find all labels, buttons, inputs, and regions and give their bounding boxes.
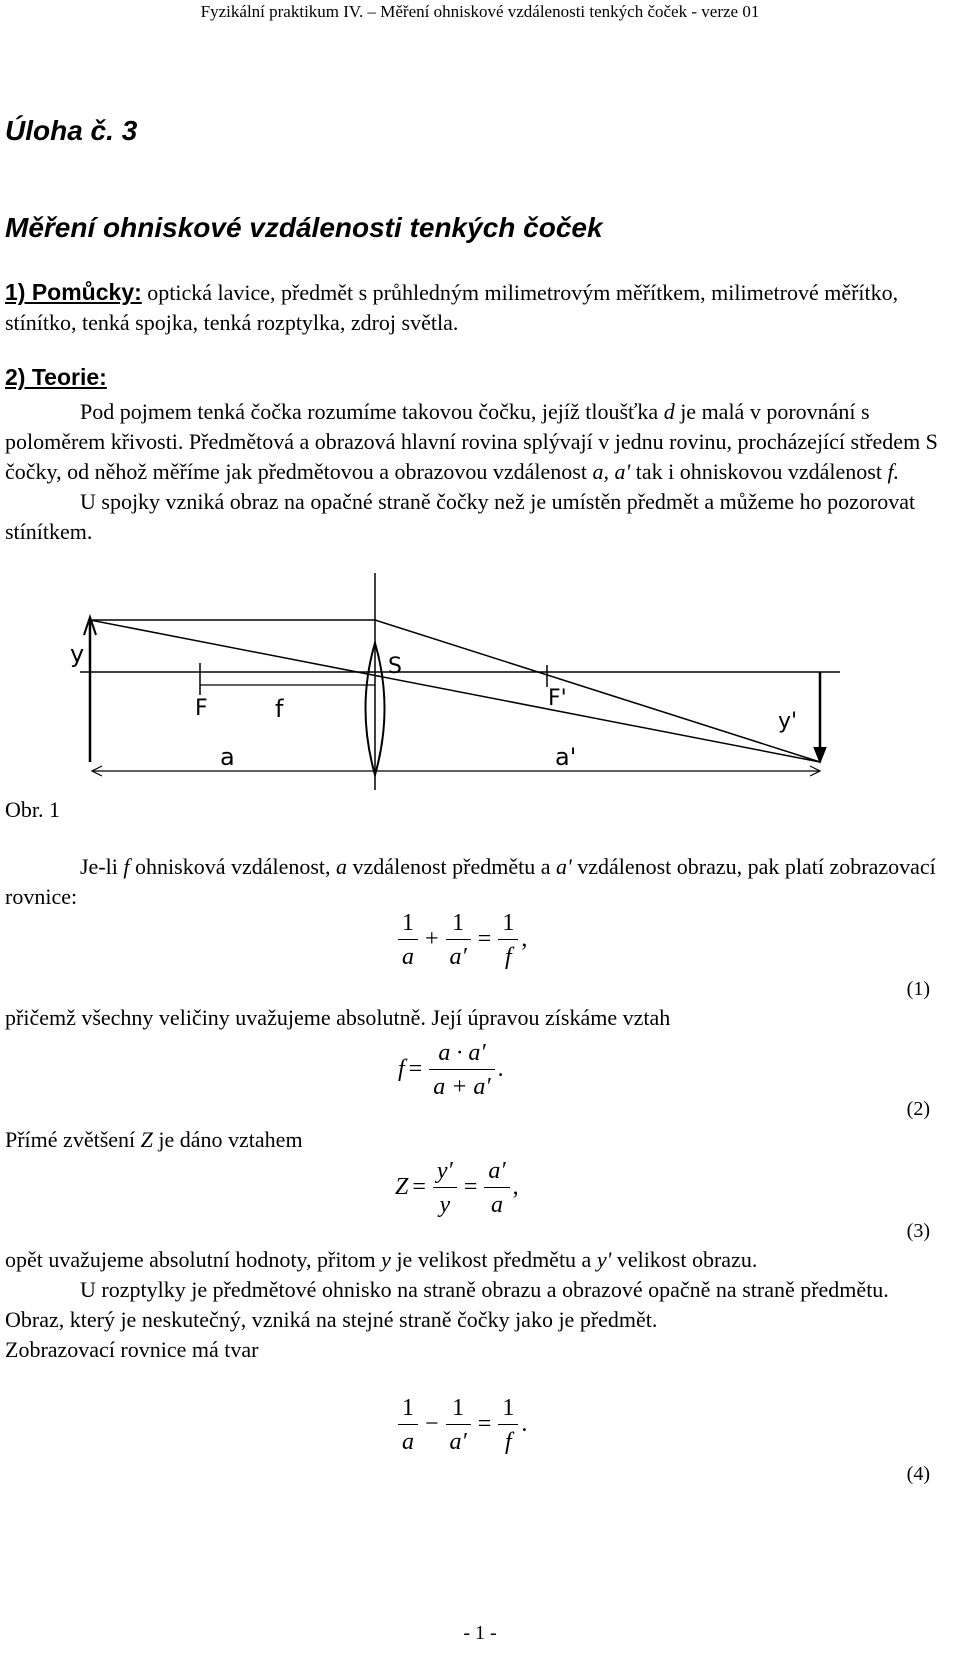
equation-number-1: (1): [906, 978, 930, 1000]
diverging-text: U rozptylky je předmětové ohnisko na straně obrazu a obrazové opačně na straně předmětu. Obraz, který je neskutečný, vzniká na stejné straně čočky jako je předmět.: [5, 1277, 889, 1332]
label-fprime: F': [548, 686, 567, 711]
running-header: Fyzikální praktikum IV. – Měření ohniskové vzdálenosti tenkých čoček - verze 01: [200, 2, 760, 21]
paragraph-magnification: Přímé zvětšení Z je dáno vztahem: [5, 1127, 303, 1152]
theory-text: tak i ohniskovou vzdálenost: [630, 459, 888, 484]
symbol-y: y: [381, 1247, 391, 1272]
def-text: vzdálenost předmětu a: [347, 854, 556, 879]
paragraph-definitions: [5, 852, 950, 912]
task-label: Úloha č. 3: [5, 115, 138, 146]
lens-diagram: [70, 565, 850, 800]
fraction-1-over-a: $\frac{1}{a}$: [398, 910, 418, 971]
fraction-aprime-over-a: $\frac{a'}{a}$: [484, 1158, 509, 1219]
page-number: - 1 -: [463, 1622, 497, 1644]
section-theory-heading: 2) Teorie:: [5, 364, 107, 390]
fraction-1-over-aprime: $\frac{1}{a'}$: [446, 1395, 471, 1456]
paragraph-after-eq3: opět uvažujeme absolutní hodnoty, přitom y je velikost předmětu a y' velikost obrazu.: [5, 1247, 758, 1272]
fraction-product-over-sum: $\frac{a \cdot a'}{a + a'}$: [429, 1040, 494, 1101]
equation-4: $\frac{1}{a}$ − $\frac{1}{a'}$ = $\frac{1}{f}$ .: [395, 1395, 527, 1456]
equation-1: $\frac{1}{a}$ + $\frac{1}{a'}$ = $\frac{1}{f}$ ,: [395, 910, 527, 971]
symbol-d: d: [663, 399, 675, 424]
equation-number-3: (3): [906, 1220, 930, 1242]
def-text: ohnisková vzdálenost,: [129, 854, 337, 879]
label-f-length: f: [275, 695, 284, 723]
symbol-a-aprime: a, a': [592, 459, 631, 484]
theory-paragraph-1: [5, 397, 950, 487]
label-f-focus: F: [195, 696, 208, 721]
symbol-yprime: y': [596, 1247, 612, 1272]
symbol-z: Z: [140, 1127, 153, 1152]
figure-caption: Obr. 1: [5, 797, 60, 822]
equation-number-4: (4): [906, 1463, 930, 1485]
symbol-a: a: [336, 854, 348, 879]
label-yprime: y': [778, 709, 798, 734]
def-text: Je-li: [80, 854, 124, 879]
label-s: S: [388, 654, 402, 679]
section-aids-text: optická lavice, předmět s průhledným milimetrovým měřítkem, milimetrové měřítko, stínítko, tenká spojka, tenká rozptylka, zdroj světla.: [5, 280, 899, 335]
theory-text: je malá v porovnání s poloměrem křivosti. Předmětová a obrazová hlavní rovina splývají v jednu rovinu, procházející středem S čočky, od něhož měříme jak předmětovou a obrazovou vzdálenost: [5, 399, 938, 484]
main-title: Měření ohniskové vzdálenosti tenkých čoček: [5, 212, 603, 243]
label-a: a: [220, 743, 235, 771]
paragraph-after-eq1: přičemž všechny veličiny uvažujeme absolutně. Její úpravou získáme vztah: [5, 1005, 671, 1030]
fraction-yprime-over-y: $\frac{y'}{y}$: [433, 1158, 457, 1219]
paragraph-diverging: [5, 1275, 950, 1365]
label-y: y: [70, 640, 85, 668]
symbol-aprime: a': [555, 854, 572, 879]
ray-refracted: [375, 620, 820, 762]
equation-2: f = $\frac{a \cdot a'}{a + a'}$ .: [398, 1040, 504, 1100]
theory-text: Pod pojmem tenká čočka rozumíme takovou čočku, jejíž tloušťka: [80, 399, 664, 424]
symbol-f: f: [123, 854, 130, 879]
equation-number-2: (2): [906, 1098, 930, 1120]
fraction-1-over-f: $\frac{1}{f}$: [498, 1395, 518, 1456]
symbol-f: f.: [887, 459, 900, 484]
fraction-1-over-aprime: $\frac{1}{a'}$: [446, 910, 471, 971]
section-theory: [5, 362, 950, 547]
def-text: vzdálenost obrazu, pak platí zobrazovací rovnice:: [5, 854, 936, 909]
label-aprime: a': [555, 743, 577, 771]
image-arrowhead: [814, 747, 826, 762]
section-aids: [5, 277, 950, 338]
diverging-equation-intro: Zobrazovací rovnice má tvar: [5, 1337, 259, 1362]
equation-3: Z = $\frac{y'}{y}$ = $\frac{a'}{a}$ ,: [395, 1158, 519, 1218]
fraction-1-over-f: $\frac{1}{f}$: [498, 910, 518, 971]
theory-paragraph-2: U spojky vzniká obraz na opačné straně čočky než je umístěn předmět a můžeme ho pozorovat stínítkem.: [5, 489, 916, 544]
section-aids-heading: 1) Pomůcky:: [5, 279, 142, 305]
fraction-1-over-a: $\frac{1}{a}$: [398, 1395, 418, 1456]
